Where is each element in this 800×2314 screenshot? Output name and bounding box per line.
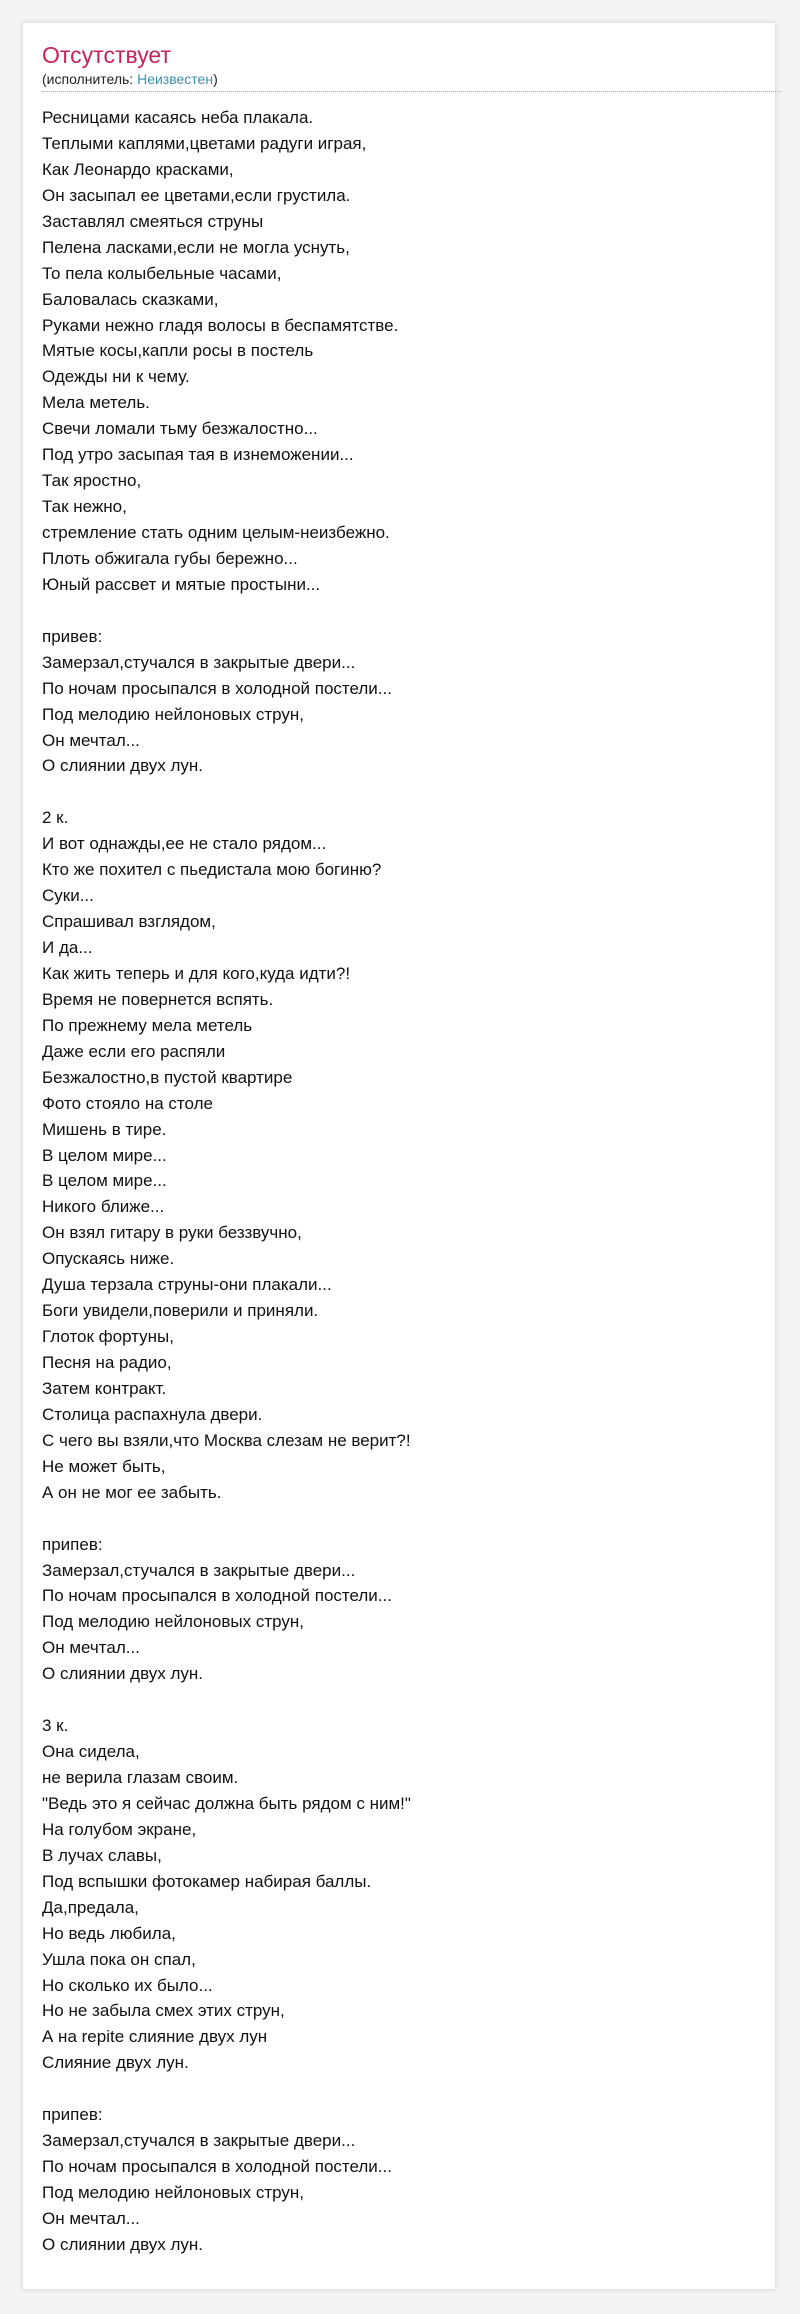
lyric-line xyxy=(42,2076,762,2102)
lyric-line: Никого ближе... xyxy=(42,1197,165,1217)
lyric-line: Замерзал,стучался в закрытые двери... xyxy=(42,1560,356,1580)
lyric-line: Он мечтал... xyxy=(42,2208,140,2228)
lyric-line: Юный рассвет и мятые простыни... xyxy=(42,574,321,594)
lyric-line: Теплыми каплями,цветами радуги играя, xyxy=(42,133,367,153)
lyric-line: Слияние двух лун. xyxy=(42,2053,189,2073)
lyric-line xyxy=(42,1506,762,1532)
lyric-line: Ресницами касаясь неба плакала. xyxy=(42,108,314,127)
artist-link[interactable]: Неизвестен xyxy=(137,71,214,87)
lyric-line: А на repite слияние двух лун xyxy=(42,2027,268,2047)
lyric-line: Под мелодию нейлоновых струн, xyxy=(42,2183,304,2202)
lyric-line: Плоть обжигала губы бережно... xyxy=(42,548,298,568)
lyric-line: Ушла пока он спал, xyxy=(42,1949,196,1969)
lyric-line: Опускаясь ниже. xyxy=(42,1249,175,1269)
lyric-line: Так нежно, xyxy=(42,497,127,517)
lyric-line: В лучах славы, xyxy=(42,1845,162,1865)
lyrics-text xyxy=(42,105,762,2258)
artist-suffix: ) xyxy=(213,71,218,87)
lyric-line: стремление стать одним целым-неизбежно. xyxy=(42,523,390,542)
lyric-line: Он мечтал... xyxy=(42,1638,140,1658)
lyrics-card xyxy=(22,22,776,2290)
lyric-line: И вот однажды,ее не стало рядом... xyxy=(42,834,327,854)
lyric-line: Фото стояло на столе xyxy=(42,1093,213,1113)
lyric-line xyxy=(42,779,762,805)
lyric-line: Глоток фортуны, xyxy=(42,1327,174,1347)
lyric-line: По ночам просыпался в холодной постели... xyxy=(42,2157,392,2177)
lyric-line: Под мелодию нейлоновых струн, xyxy=(42,704,304,724)
lyric-line: По ночам просыпался в холодной постели... xyxy=(42,678,392,698)
lyric-line: Душа терзала струны-они плакали... xyxy=(42,1275,332,1295)
lyric-line: С чего вы взяли,что Москва слезам не верит?! xyxy=(42,1430,411,1450)
lyric-line: В целом мире... xyxy=(42,1171,167,1191)
lyric-line: На голубом экране, xyxy=(42,1819,197,1839)
lyric-line: Мишень в тире. xyxy=(42,1119,167,1139)
lyric-line: Не может быть, xyxy=(42,1456,166,1476)
lyric-line: Заставлял смеяться струны xyxy=(42,211,264,231)
song-title: Отсутствует xyxy=(42,42,171,68)
lyric-line: Под утро засыпая тая в изнеможении... xyxy=(42,445,354,465)
lyric-line: Спрашивал взглядом, xyxy=(42,912,216,932)
lyric-line: 3 к. xyxy=(42,1716,69,1736)
lyric-line: Безжалостно,в пустой квартире xyxy=(42,1067,293,1087)
lyric-line: О слиянии двух лун. xyxy=(42,2234,204,2254)
lyric-line: По ночам просыпался в холодной постели... xyxy=(42,1586,392,1606)
lyric-line: Как жить теперь и для кого,куда идти?! xyxy=(42,963,351,983)
lyric-line: Песня на радио, xyxy=(42,1353,172,1372)
lyric-line xyxy=(42,598,762,624)
lyric-line: "Ведь это я сейчас должна быть рядом с ним!" xyxy=(42,1793,411,1813)
lyric-line: По прежнему мела метель xyxy=(42,1015,253,1035)
lyric-line: Свечи ломали тьму безжалостно... xyxy=(42,419,318,439)
lyric-line: Она сидела, xyxy=(42,1742,140,1762)
lyric-line: И да... xyxy=(42,938,93,957)
lyric-line: Замерзал,стучался в закрытые двери... xyxy=(42,652,356,672)
lyric-line: Столица распахнула двери. xyxy=(42,1404,263,1424)
lyric-line: Время не повернется вспять. xyxy=(42,989,274,1009)
lyric-line: Затем контракт. xyxy=(42,1378,167,1398)
lyric-line: В целом мире... xyxy=(42,1145,167,1165)
lyric-line: Кто же похител с пьедистала мою богиню? xyxy=(42,860,382,880)
lyric-line: Да,предала, xyxy=(42,1897,139,1917)
lyric-line: Руками нежно гладя волосы в беспамятстве. xyxy=(42,315,399,335)
lyric-line: Он засыпал ее цветами,если грустила. xyxy=(42,185,351,205)
lyric-line: Но сколько их было... xyxy=(42,1975,213,1995)
lyric-line: Он мечтал... xyxy=(42,730,140,750)
lyric-line: То пела колыбельные часами, xyxy=(42,263,282,283)
lyric-line: припев: xyxy=(42,1534,103,1554)
lyric-line: Мятые косы,капли росы в постель xyxy=(42,341,314,361)
lyric-line: Одежды ни к чему. xyxy=(42,367,190,387)
lyric-line: 2 к. xyxy=(42,808,69,828)
lyric-line: Как Леонардо красками, xyxy=(42,159,234,179)
lyric-line: Пелена ласками,если не могла уснуть, xyxy=(42,237,350,257)
lyric-line: Под мелодию нейлоновых струн, xyxy=(42,1612,304,1632)
lyric-line: припев: xyxy=(42,2105,103,2125)
lyric-line: О слиянии двух лун. xyxy=(42,756,204,776)
lyric-line: А он не мог ее забыть. xyxy=(42,1482,222,1502)
lyric-line: Суки... xyxy=(42,886,94,906)
lyric-line: Боги увидели,поверили и приняли. xyxy=(42,1301,319,1321)
lyric-line: привев: xyxy=(42,626,103,646)
lyric-line xyxy=(42,1687,762,1713)
artist-line xyxy=(42,71,218,88)
lyric-line: Так яростно, xyxy=(42,471,142,491)
lyric-line: Он взял гитару в руки беззвучно, xyxy=(42,1223,302,1243)
artist-prefix: (исполнитель: xyxy=(42,71,138,87)
header-divider xyxy=(42,91,782,92)
lyric-line: Под вспышки фотокамер набирая баллы. xyxy=(42,1871,372,1891)
lyric-line: Даже если его распяли xyxy=(42,1041,226,1061)
lyric-line: не верила глазам своим. xyxy=(42,1768,239,1787)
lyric-line: Мела метель. xyxy=(42,393,150,413)
lyric-line: О слиянии двух лун. xyxy=(42,1664,204,1684)
lyric-line: Баловалась сказками, xyxy=(42,289,219,309)
lyric-line: Замерзал,стучался в закрытые двери... xyxy=(42,2131,356,2151)
lyric-line: Но не забыла смех этих струн, xyxy=(42,2001,285,2021)
lyric-line: Но ведь любила, xyxy=(42,1923,176,1943)
